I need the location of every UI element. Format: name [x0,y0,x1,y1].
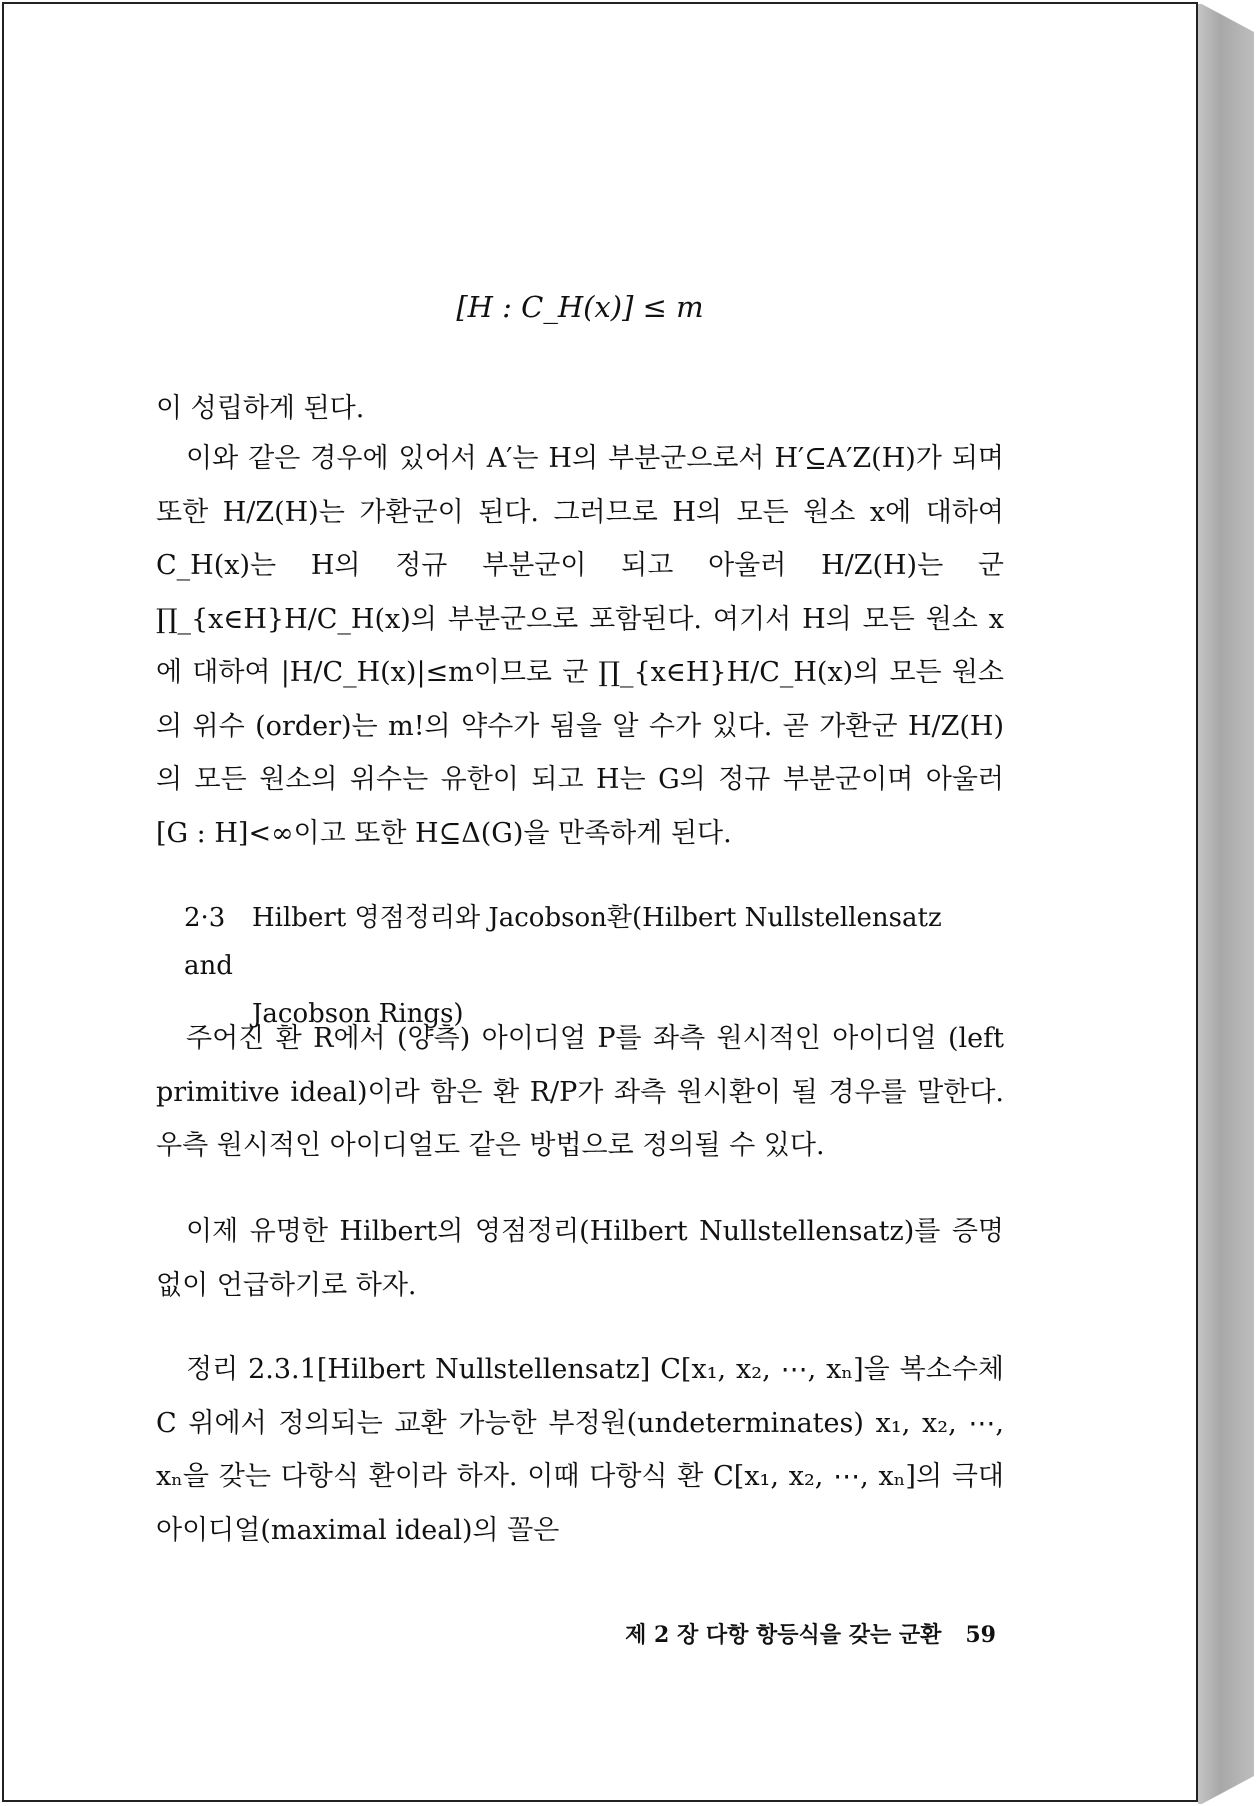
page-footer [576,1618,996,1649]
section-title-line2: Jacobson Rings) [252,999,464,1029]
paragraph-5: 정리 2.3.1[Hilbert Nullstellensatz] C[x₁, x₂, ⋯, xₙ]을 복소수체 C 위에서 정의되는 교환 가능한 부정원(undeterminates) x₁, x₂, ⋯, xₙ을 갖는 다항식 환이라 하자. 이때 다항식 환 C[x₁, x₂, ⋯, xₙ]의 극대 아이디얼(maximal ideal)의 꼴은 [156,1354,1004,1546]
page-edge-shadow [1198,4,1254,1804]
display-formula: [H : C_H(x)] ≤ m [456,290,704,324]
page-edge-corner-bottom [1198,1776,1254,1806]
paragraph-1: 이 성립하게 된다. [156,393,365,424]
footer-chapter: 제 2 장 다항 항등식을 갖는 군환 [625,1622,942,1648]
page-number: 59 [965,1622,996,1648]
section-number: 2·3 [184,903,226,933]
page-edge-corner-top [1198,2,1254,32]
paragraph-3: 주어진 환 R에서 (양측) 아이디얼 P를 좌측 원시적인 아이디얼 (left primitive ideal)이라 함은 환 R/P가 좌측 원시환이 될 경우를 말한다. 우측 원시적인 아이디얼도 같은 방법으로 정의될 수 있다. [156,1023,1004,1161]
paragraph-4: 이제 유명한 Hilbert의 영점정리(Hilbert Nullstellensatz)를 증명 없이 언급하기로 하자. [156,1216,1004,1301]
section-title-line1: Hilbert 영점정리와 Jacobson환(Hilbert Nullstellensatz and [184,903,942,981]
paragraph-2: 이와 같은 경우에 있어서 A′는 H의 부분군으로서 H′⊆A′Z(H)가 되며 또한 H/Z(H)는 가환군이 된다. 그러므로 H의 모든 원소 x에 대하여 C_H(x)는 H의 정규 부분군이 되고 아울러 H/Z(H)는 군 ∏_{x∈H}H/C_H(x)의 부분군으로 포함된다. 여기서 H의 모든 원소 x에 대하여 |H/C_H(x)|≤m이므로 군 ∏_{x∈H}H/C_H(x)의 모든 원소의 위수 (order)는 m!의 약수가 됨을 알 수가 있다. 곧 가환군 H/Z(H)의 모든 원소의 위수는 유한이 되고 H는 G의 정규 부분군이며 아울러 [G : H]<∞이고 또한 H⊆Δ(G)을 만족하게 된다. [156,443,1004,849]
